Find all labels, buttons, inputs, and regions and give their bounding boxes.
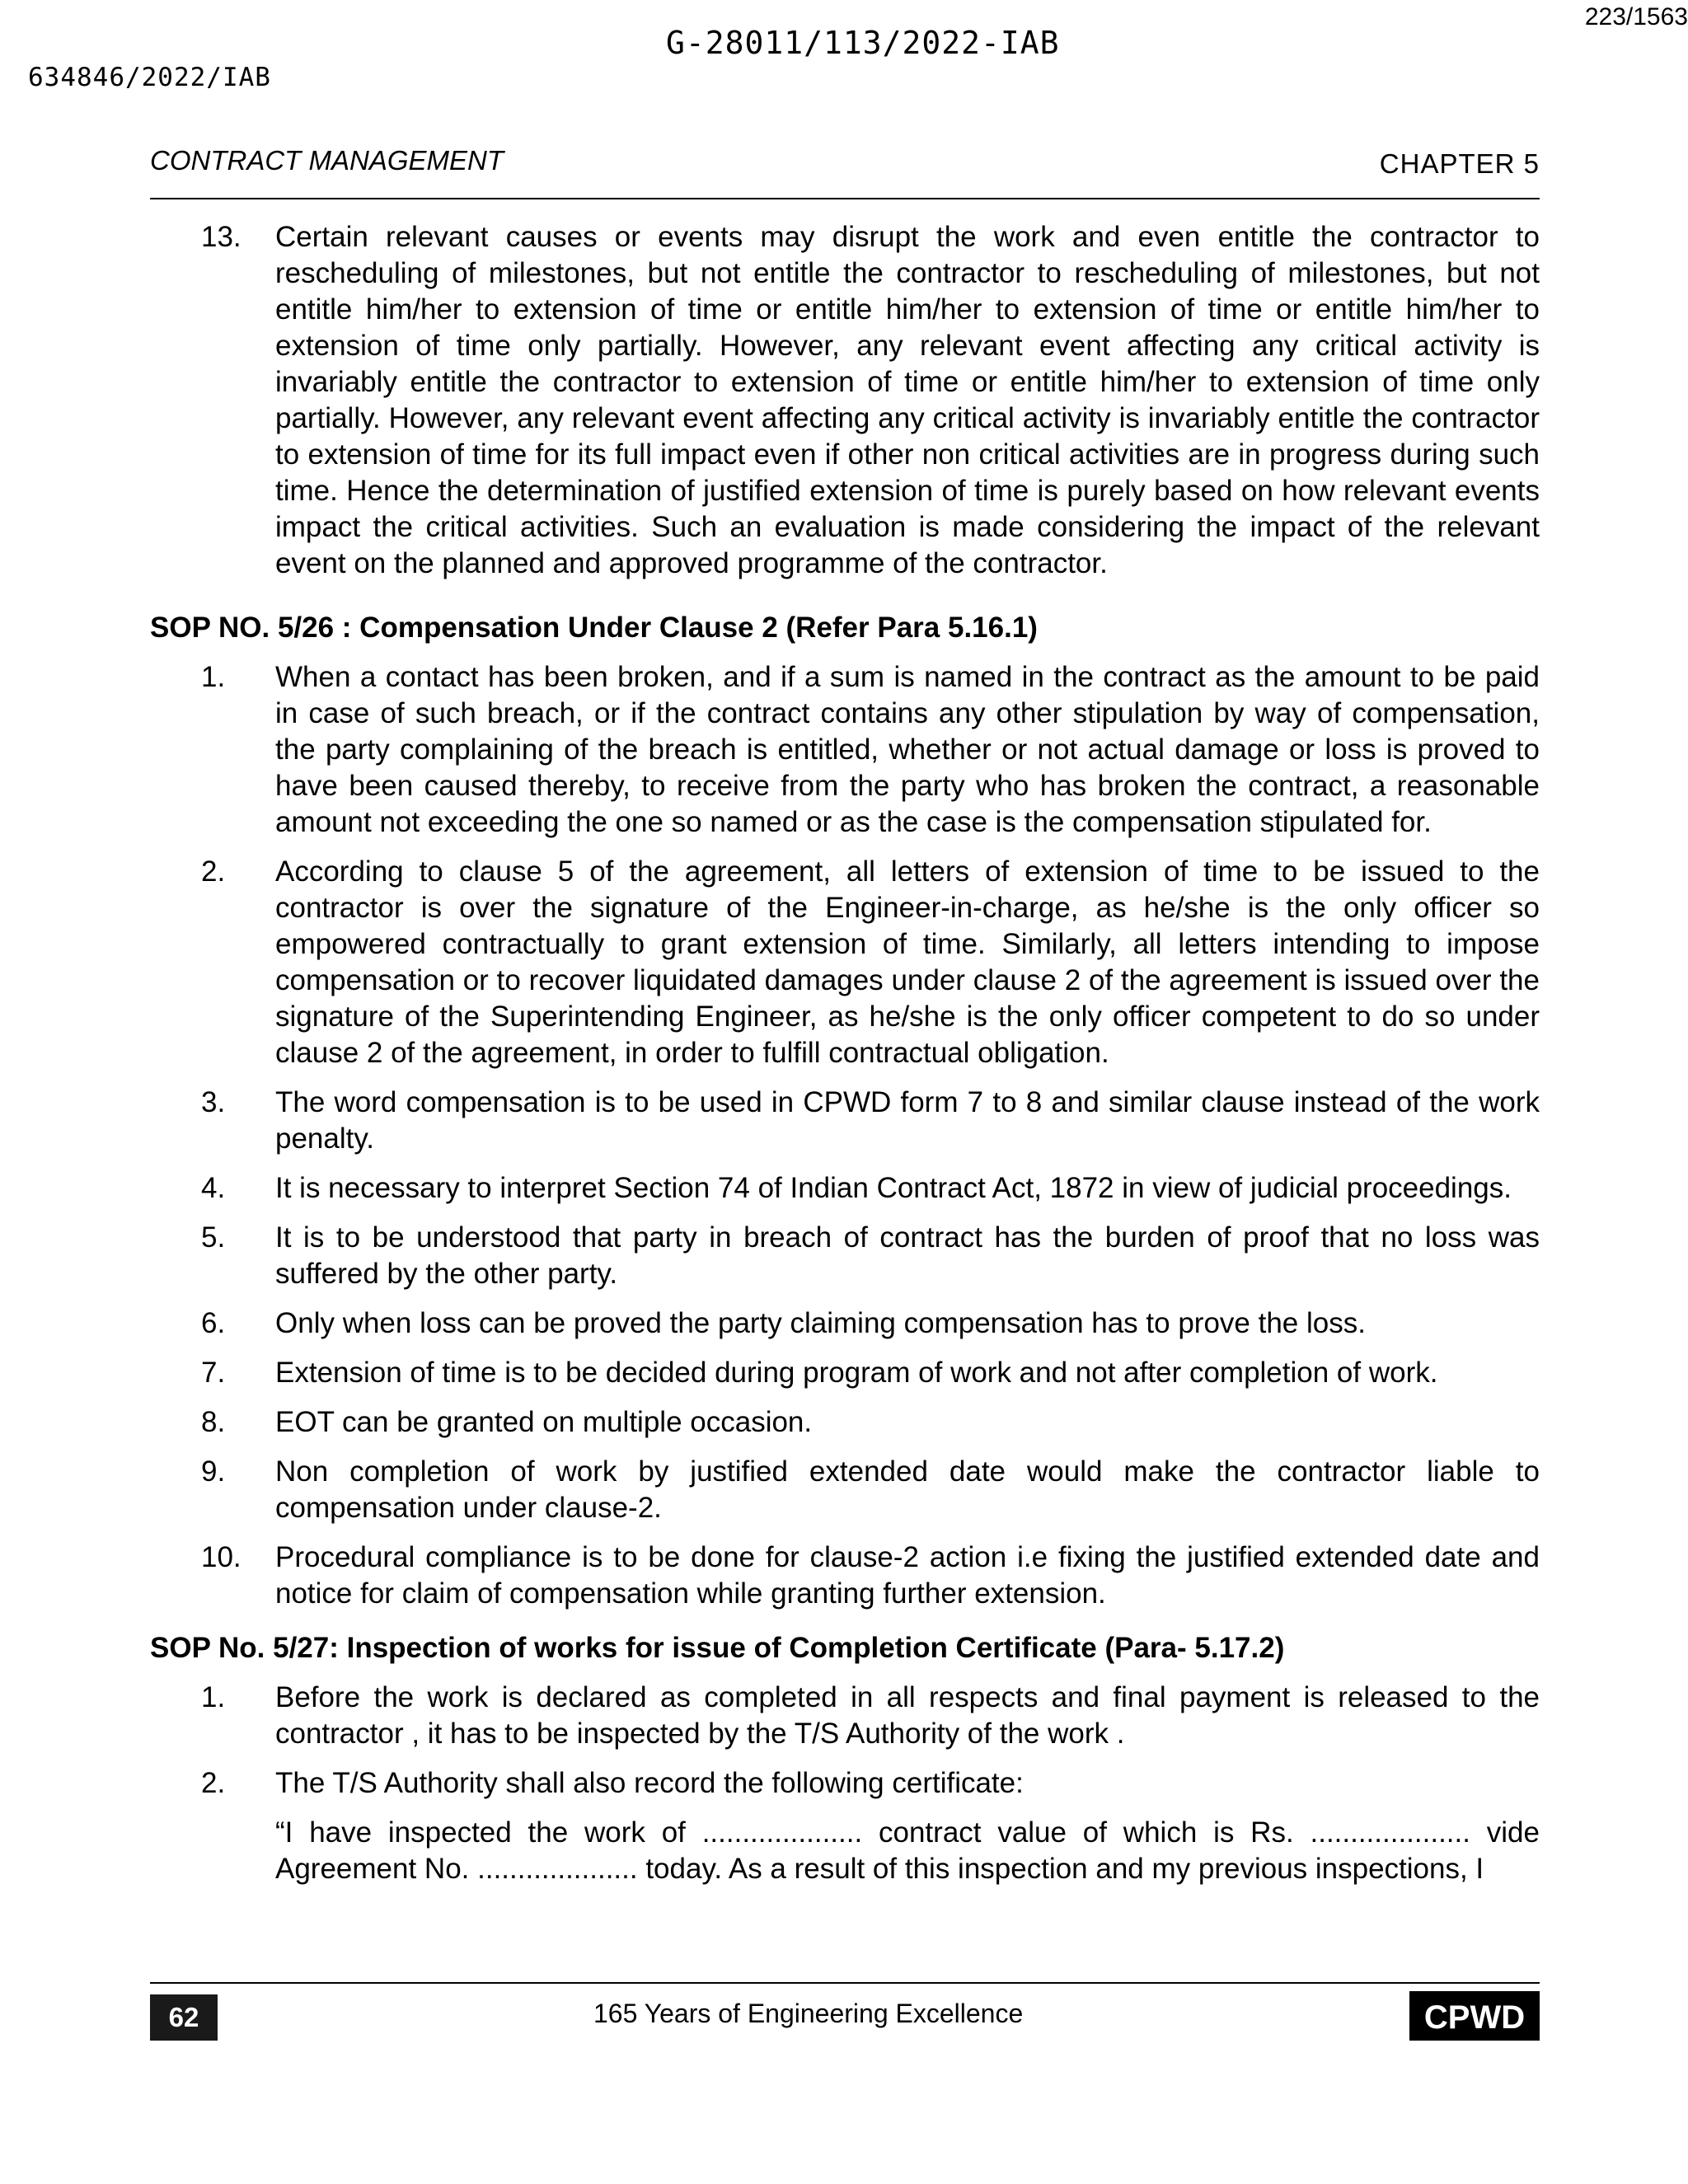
list-number: 9. — [201, 1455, 226, 1488]
list-item — [150, 854, 1540, 1071]
list-item — [150, 1540, 1540, 1612]
running-header-title: CONTRACT MANAGEMENT — [150, 145, 504, 176]
list-item — [150, 1305, 1540, 1342]
page-number: 62 — [150, 1994, 218, 2041]
list-item — [150, 1170, 1540, 1207]
list-text: EOT can be granted on multiple occasion. — [275, 1406, 813, 1438]
header-divider — [150, 198, 1540, 199]
footer-tagline: 165 Years of Engineering Excellence — [593, 1999, 1024, 2028]
list-number: 10. — [201, 1541, 241, 1573]
list-number: 2. — [201, 1767, 226, 1799]
sop-5-27-heading: SOP No. 5/27: Inspection of works for issue of Completion Certificate (Para- 5.17.2) — [150, 1632, 1285, 1664]
list-number: 6. — [201, 1307, 226, 1339]
list-number: 13. — [201, 221, 241, 253]
certificate-text: “I have inspected the work of .................... contract value of which is Rs. .................... vide Agreement No. .................... today. As a result of this inspection and my previous inspections, I — [275, 1816, 1540, 1885]
list-number: 2. — [201, 855, 226, 888]
receipt-number: 634846/2022/IAB — [28, 63, 271, 92]
list-item — [150, 1220, 1540, 1292]
list-number: 8. — [201, 1406, 226, 1438]
footer-divider — [150, 1982, 1540, 1984]
list-item — [150, 1355, 1540, 1391]
list-text: Only when loss can be proved the party claiming compensation has to prove the loss. — [275, 1307, 1366, 1339]
list-text: Non completion of work by justified extended date would make the contractor liable to compensation under clause-2. — [275, 1455, 1540, 1524]
cpwd-logo — [1409, 1991, 1540, 2041]
list-text: Procedural compliance is to be done for clause-2 action i.e fixing the justified extended date and notice for claim of compensation while granting further extension. — [275, 1541, 1540, 1610]
list-number: 1. — [201, 661, 226, 693]
list-text: When a contact has been broken, and if a sum is named in the contract as the amount to be paid in case of such breach, or if the contract contains any other stipulation by way of compensation, the party complaining of the breach is entitled, whether or not actual damage or loss is proved to have been caused thereby, to receive from the party who has broken the contract, a reasonable amount not exceeding the one so named or as the case is the compensation stipulated for. — [275, 661, 1540, 838]
list-item — [150, 1085, 1540, 1157]
list-item — [150, 1454, 1540, 1526]
list-text: Extension of time is to be decided during program of work and not after completion of work. — [275, 1357, 1438, 1389]
list-text: Certain relevant causes or events may disrupt the work and even entitle the contractor to rescheduling of milestones, but not entitle the contractor to rescheduling of milestones, but not entitle him/her to extension of time or entitle him/her to extension of time or entitle him/her to extension of time only partially. However, any relevant event affecting any critical activity is invariably entitle the contractor to extension of time or entitle him/her to extension of time only partially. However, any relevant event affecting any critical activity is invariably entitle the contractor to extension of time for its full impact even if other non critical activities are in progress during such time. Hence the determination of justified extension of time is purely based on how relevant events impact the critical activities. Such an evaluation is made considering the impact of the relevant event on the planned and approved programme of the contractor. — [275, 221, 1540, 579]
list-text: Before the work is declared as completed in all respects and final payment is released to the contractor , it has to be inspected by the T/S Authority of the work . — [275, 1681, 1540, 1750]
page-body — [150, 219, 1540, 1887]
logo-text: CPWD — [1423, 1999, 1526, 2036]
list-number: 4. — [201, 1172, 226, 1204]
list-number: 5. — [201, 1221, 226, 1254]
list-text: It is to be understood that party in breach of contract has the burden of proof that no loss was suffered by the other party. — [275, 1221, 1540, 1290]
page-counter: 223/1563 — [1584, 3, 1688, 30]
list-item — [150, 1404, 1540, 1441]
running-header-chapter: CHAPTER 5 — [1379, 148, 1540, 179]
list-text: The T/S Authority shall also record the following certificate: — [275, 1767, 1024, 1799]
list-number: 3. — [201, 1086, 226, 1118]
list-text: According to clause 5 of the agreement, all letters of extension of time to be issued to the contractor is over the signature of the Engineer-in-charge, as he/she is the only officer so empowered contractually to grant extension of time. Similarly, all letters intending to impose compensation or to recover liquidated damages under clause 2 of the agreement is issued over the signature of the Superintending Engineer, as he/she is the only officer competent to do so under clause 2 of the agreement, in order to fulfill contractual obligation. — [275, 855, 1540, 1069]
list-item — [150, 659, 1540, 841]
file-number: G-28011/113/2022-IAB — [666, 25, 1060, 61]
list-text: It is necessary to interpret Section 74 of Indian Contract Act, 1872 in view of judicial proceedings. — [275, 1172, 1512, 1204]
list-item — [150, 1680, 1540, 1752]
list-item-13 — [150, 219, 1540, 582]
list-number: 1. — [201, 1681, 226, 1713]
sop-5-26-heading: SOP NO. 5/26 : Compensation Under Clause 2 (Refer Para 5.16.1) — [150, 612, 1038, 644]
list-text: The word compensation is to be used in CPWD form 7 to 8 and similar clause instead of the work penalty. — [275, 1086, 1540, 1155]
list-item — [150, 1765, 1540, 1802]
list-number: 7. — [201, 1357, 226, 1389]
